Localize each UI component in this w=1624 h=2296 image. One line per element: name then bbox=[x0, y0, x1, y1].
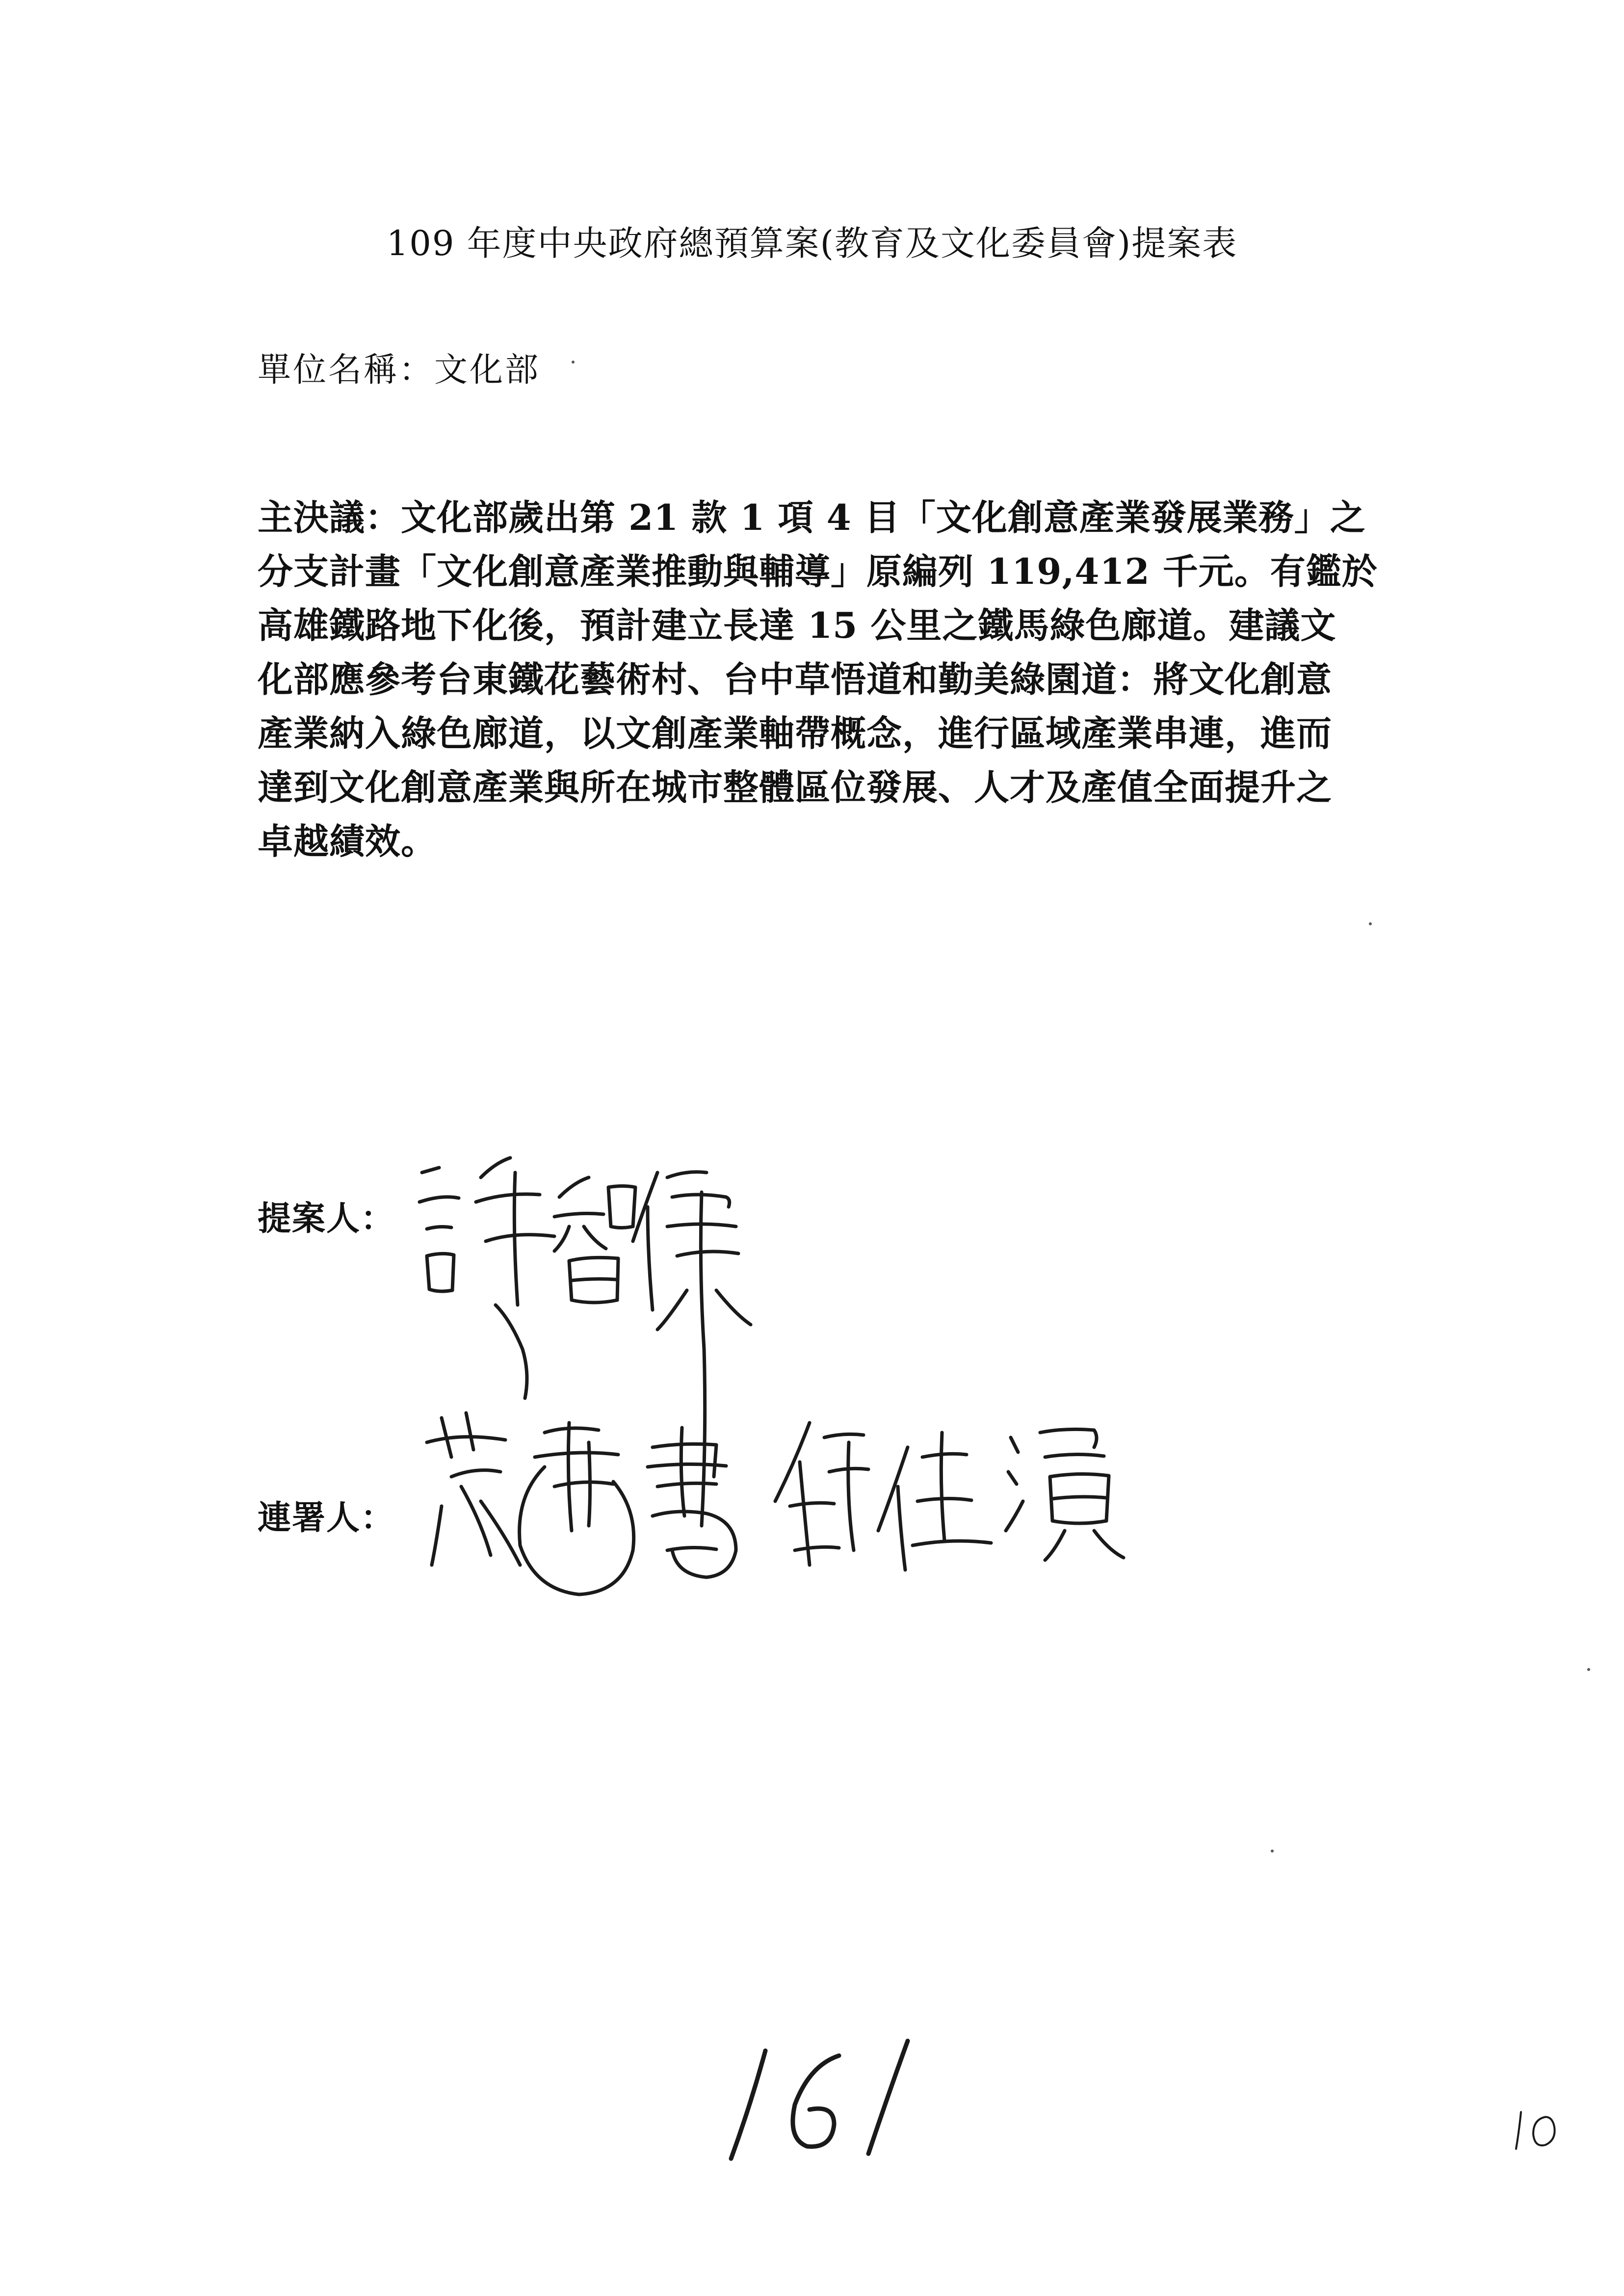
resolution-line: 卓越績效。 bbox=[258, 820, 437, 862]
cosigner-label: 連署人： bbox=[258, 1498, 395, 1538]
scan-speck bbox=[1271, 1850, 1274, 1852]
scan-speck bbox=[1587, 1668, 1590, 1671]
resolution-line: 高雄鐵路地下化後，預計建立長達 15 公里之鐵馬綠色廊道。建議文 bbox=[258, 604, 1336, 646]
resolution-line: 達到文化創意產業與所在城市整體區位發展、人才及產值全面提升之 bbox=[258, 766, 1333, 808]
unit-name-line: 單位名稱：文化部 bbox=[258, 351, 541, 390]
resolution-line: 產業納入綠色廊道，以文創產業軸帶概念，進行區域產業串連，進而 bbox=[258, 712, 1333, 754]
resolution-line: 分支計畫「文化創意產業推動與輔導」原編列 119,412 千元。有鑑於 bbox=[258, 550, 1378, 592]
cosigner-signatures bbox=[422, 1403, 1138, 1619]
handwritten-corner-mark bbox=[1511, 2105, 1565, 2154]
handwritten-page-number bbox=[711, 2036, 927, 2164]
scan-speck bbox=[1369, 922, 1372, 925]
document-title: 109 年度中央政府總預算案(教育及文化委員會)提案表 bbox=[386, 223, 1238, 263]
scan-speck bbox=[572, 361, 575, 364]
main-resolution-text bbox=[258, 491, 1401, 868]
resolution-line: 主決議：文化部歲出第 21 款 1 項 4 目「文化創意產業發展業務」之 bbox=[258, 496, 1366, 538]
proposer-label: 提案人： bbox=[258, 1199, 395, 1238]
resolution-line: 化部應參考台東鐵花藝術村、台中草悟道和勤美綠園道：將文化創意 bbox=[258, 658, 1333, 700]
